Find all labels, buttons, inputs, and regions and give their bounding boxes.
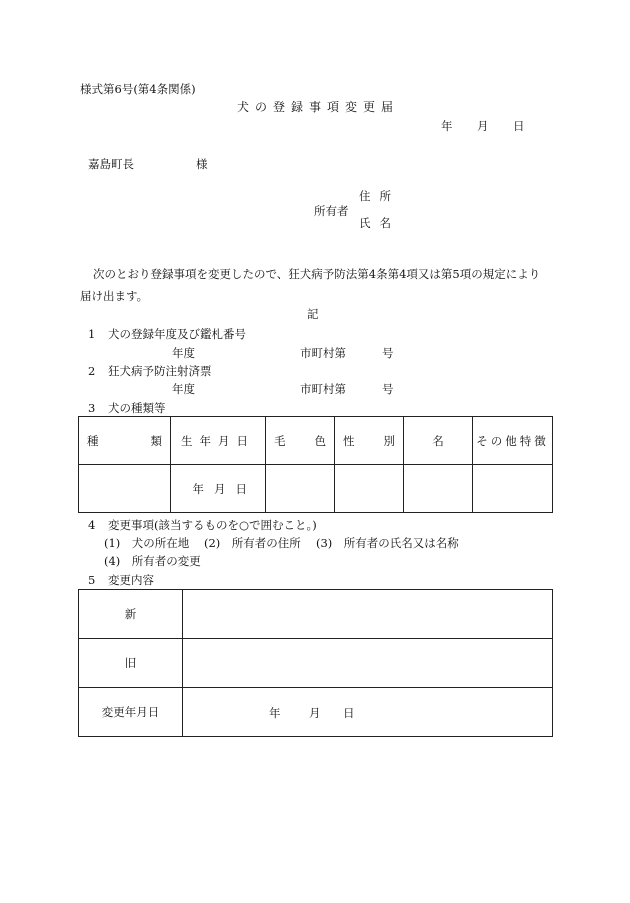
change-option-4[interactable]: (4) 所有者の変更 [104,554,201,568]
change-row-old [79,639,553,688]
form-id: 様式第6号(第4条関係) [80,82,196,96]
dog-info-table [78,416,553,513]
cell-birthdate[interactable]: 年月日 [171,465,266,513]
change-option-3[interactable]: (3) 所有者の氏名又は名称 [316,536,459,550]
cell-features[interactable] [473,465,553,513]
header-dog-name: 名 [404,417,473,465]
section2-number: 2 [88,364,96,378]
cell-sex[interactable] [335,465,404,513]
recipient-honorific: 様 [196,157,208,171]
owner-name-label: 氏名 [359,216,400,230]
recipient-name: 嘉島町長 [88,157,134,171]
value-old[interactable] [183,639,553,688]
label-new: 新 [79,590,183,639]
section4-number: 4 [88,518,96,532]
document-title: 犬の登録事項変更届 [237,100,400,114]
section1-city: 市町村第 [300,346,346,360]
date-day: 日 [513,119,525,133]
label-change-date: 変更年月日 [79,688,183,737]
body-text-line1: 次のとおり登録事項を変更したので、狂犬病予防法第4条第4項又は第5項の規定により [93,267,541,281]
change-date-year: 年 [269,706,281,720]
change-date-month: 月 [309,706,321,720]
section3-number: 3 [88,401,96,415]
section5-number: 5 [88,573,96,587]
cell-dog-name[interactable] [404,465,473,513]
ki-heading: 記 [307,307,319,321]
section1-number: 1 [88,327,96,341]
cell-kind[interactable] [79,465,171,513]
section1-nendo: 年度 [172,346,195,360]
section2-label: 狂犬病予防注射済票 [108,364,212,378]
change-option-1[interactable]: (1) 犬の所在地 [104,536,190,550]
section5-label: 変更内容 [108,573,154,587]
value-new[interactable] [183,590,553,639]
cell-coat[interactable] [266,465,335,513]
value-change-date[interactable] [183,688,553,737]
change-content-table [78,589,553,737]
owner-label: 所有者 [314,204,349,218]
section1-label: 犬の登録年度及び鑑札番号 [108,327,246,341]
change-date-day: 日 [343,706,355,720]
header-sex: 性 別 [335,417,404,465]
date-year: 年 [441,119,453,133]
header-kind: 種 類 [79,417,171,465]
date-month: 月 [477,119,489,133]
header-features: その他特徴 [473,417,553,465]
section2-go: 号 [382,382,394,396]
header-birthdate: 生年月日 [171,417,266,465]
change-row-new [79,590,553,639]
section2-nendo: 年度 [172,382,195,396]
label-old: 旧 [79,639,183,688]
header-coat: 毛 色 [266,417,335,465]
dog-info-data-row [79,465,553,513]
change-row-date [79,688,553,737]
section3-label: 犬の種類等 [108,401,166,415]
section4-label: 変更事項(該当するものを○で囲むこと。) [108,518,317,532]
body-text-line2: 届け出ます。 [80,289,149,303]
change-option-2[interactable]: (2) 所有者の住所 [204,536,301,550]
dog-info-header-row [79,417,553,465]
section1-go: 号 [382,346,394,360]
owner-address-label: 住所 [359,189,400,203]
section2-city: 市町村第 [300,382,346,396]
